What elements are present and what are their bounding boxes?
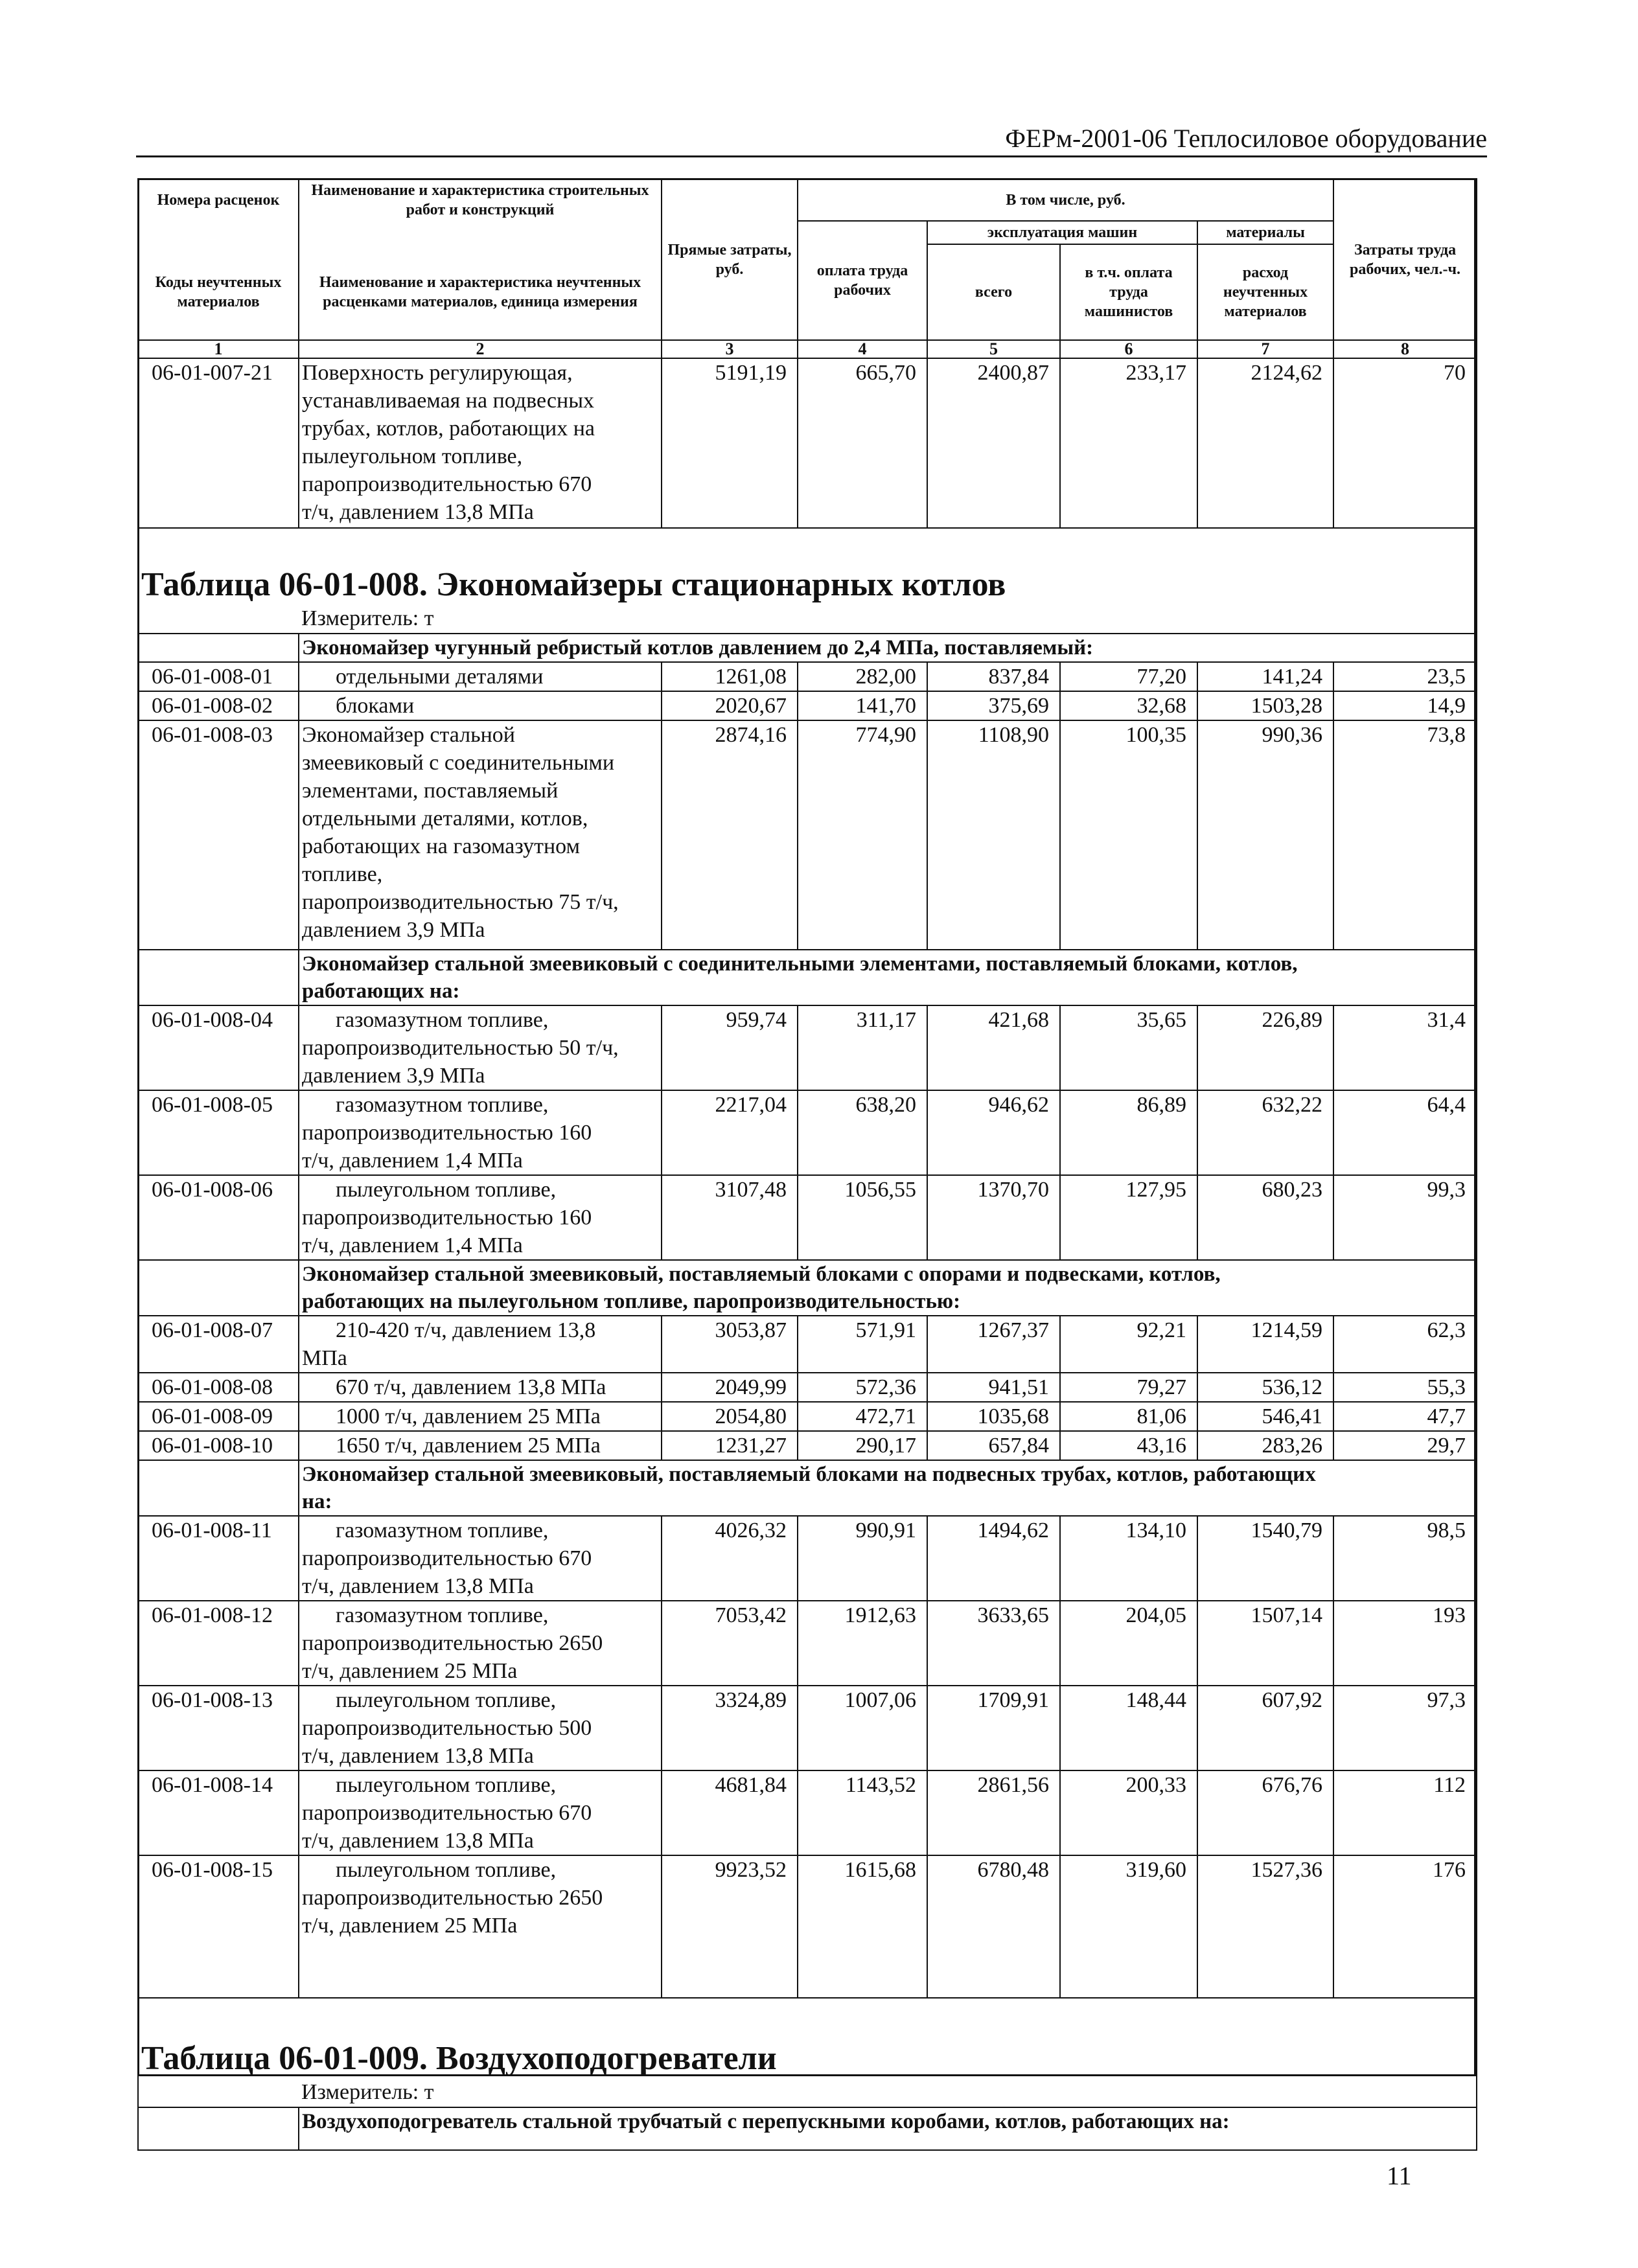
work-name [299, 1431, 662, 1460]
name-line: пылеугольном топливе, [336, 1688, 557, 1712]
work-name [299, 691, 662, 720]
value-cell: 3324,89 [662, 1686, 798, 1770]
value-cell: 148,44 [1060, 1686, 1197, 1770]
value-cell: 638,20 [798, 1090, 927, 1175]
name-line: Экономайзер стальной [302, 723, 515, 747]
value-cell: 4681,84 [662, 1770, 798, 1855]
value-cell: 571,91 [798, 1316, 927, 1373]
value-cell: 1056,55 [798, 1175, 927, 1260]
name-line: паропроизводительностью 670 [302, 472, 592, 496]
value-cell: 1007,06 [798, 1686, 927, 1770]
value-cell: 283,26 [1197, 1431, 1333, 1460]
name-line: устанавливаемая на подвесных [302, 389, 595, 413]
name-line: элементами, поставляемый [302, 779, 559, 803]
value-cell: 141,24 [1197, 662, 1333, 691]
value-cell: 319,60 [1060, 1855, 1197, 1998]
name-line: 210-420 т/ч, давлением 13,8 [336, 1318, 596, 1342]
group-heading [299, 950, 1477, 1005]
value-cell: 77,20 [1060, 662, 1197, 691]
value-cell: 2054,80 [662, 1402, 798, 1431]
value-cell: 47,7 [1333, 1402, 1477, 1431]
column-number: 7 [1197, 340, 1333, 358]
value-cell: 4026,32 [662, 1516, 798, 1601]
name-line: т/ч, давлением 1,4 МПа [302, 1233, 523, 1257]
table-row [138, 720, 1477, 950]
spacer [138, 1460, 299, 1516]
value-cell: 1494,62 [927, 1516, 1060, 1601]
spacer [138, 2078, 299, 2107]
work-name [299, 358, 662, 528]
group-heading [299, 1260, 1477, 1316]
name-line: отдельными деталями [336, 665, 544, 689]
value-cell: 43,16 [1060, 1431, 1197, 1460]
page-header-title: ФЕРм-2001-06 Теплосиловое оборудование [1005, 124, 1487, 153]
spacer [299, 221, 662, 244]
table-row [138, 1005, 1477, 1090]
name-line: паропроизводительностью 500 [302, 1716, 592, 1740]
rate-code: 06-01-008-03 [138, 720, 299, 950]
table-row [138, 1175, 1477, 1260]
value-cell: 100,35 [1060, 720, 1197, 950]
table-title: Таблица 06-01-009. Воздухоподогреватели [138, 1998, 1477, 2078]
value-cell: 98,5 [1333, 1516, 1477, 1601]
group-machines-header: эксплуатация машин [927, 221, 1197, 244]
value-cell: 2861,56 [927, 1770, 1060, 1855]
name-line: работающих на газомазутном [302, 834, 581, 858]
name-line: МПа [302, 1346, 347, 1370]
value-cell: 1912,63 [798, 1601, 927, 1686]
spacer [138, 950, 299, 1005]
value-cell: 233,17 [1060, 358, 1197, 528]
name-line: паропроизводительностью 670 [302, 1546, 592, 1570]
work-name [299, 720, 662, 950]
value-cell: 1615,68 [798, 1855, 927, 1998]
value-cell: 70 [1333, 358, 1477, 528]
group-heading-line: Экономайзер стальной змеевиковый с соединительными элементами, поставляемый блоками, котлов, [302, 952, 1298, 976]
name-line: газомазутном топливе, [336, 1603, 549, 1627]
group-heading-line: работающих на: [302, 979, 460, 1003]
rate-code: 06-01-008-15 [138, 1855, 299, 1998]
name-line: отдельными деталями, котлов, [302, 807, 588, 830]
value-cell: 1261,08 [662, 662, 798, 691]
name-line: пылеугольном топливе, [302, 444, 523, 468]
value-cell: 32,68 [1060, 691, 1197, 720]
value-cell: 35,65 [1060, 1005, 1197, 1090]
value-cell: 226,89 [1197, 1005, 1333, 1090]
value-cell: 204,05 [1060, 1601, 1197, 1686]
value-cell: 3053,87 [662, 1316, 798, 1373]
value-cell: 127,95 [1060, 1175, 1197, 1260]
name-line: пылеугольном топливе, [336, 1178, 557, 1202]
name-line: т/ч, давлением 1,4 МПа [302, 1149, 523, 1173]
table-row [138, 691, 1477, 720]
value-cell: 86,89 [1060, 1090, 1197, 1175]
header-rule [136, 155, 1487, 157]
unit-label: Измеритель: т [299, 2078, 1477, 2107]
unit-label: Измеритель: т [299, 604, 1477, 634]
value-cell: 193 [1333, 1601, 1477, 1686]
value-cell: 1540,79 [1197, 1516, 1333, 1601]
rate-code: 06-01-008-04 [138, 1005, 299, 1090]
value-cell: 632,22 [1197, 1090, 1333, 1175]
value-cell: 23,5 [1333, 662, 1477, 691]
group-heading-line: на: [302, 1490, 332, 1513]
column-number: 1 [138, 340, 299, 358]
name-line: т/ч, давлением 25 МПа [302, 1914, 518, 1938]
group-heading-line: работающих на пылеугольном топливе, паропроизводительностью: [302, 1290, 961, 1313]
value-cell: 1214,59 [1197, 1316, 1333, 1373]
value-cell: 282,00 [798, 662, 927, 691]
rate-code: 06-01-008-13 [138, 1686, 299, 1770]
table-title: Таблица 06-01-008. Экономайзеры стационарных котлов [138, 528, 1477, 604]
value-cell: 1507,14 [1197, 1601, 1333, 1686]
value-cell: 31,4 [1333, 1005, 1477, 1090]
col8-header: Затраты труда рабочих, чел.-ч. [1333, 179, 1477, 340]
value-cell: 1108,90 [927, 720, 1060, 950]
spacer [138, 604, 299, 634]
group-heading-line: Экономайзер стальной змеевиковый, поставляемый блоками с опорами и подвесками, котлов, [302, 1263, 1221, 1286]
value-cell: 92,21 [1060, 1316, 1197, 1373]
value-cell: 1503,28 [1197, 691, 1333, 720]
rate-code: 06-01-008-14 [138, 1770, 299, 1855]
table-row [138, 662, 1477, 691]
value-cell: 81,06 [1060, 1402, 1197, 1431]
value-cell: 134,10 [1060, 1516, 1197, 1601]
value-cell: 2124,62 [1197, 358, 1333, 528]
column-number: 3 [662, 340, 798, 358]
value-cell: 657,84 [927, 1431, 1060, 1460]
table-row [138, 1431, 1477, 1460]
name-line: давлением 3,9 МПа [302, 918, 485, 942]
value-cell: 1231,27 [662, 1431, 798, 1460]
work-name [299, 1005, 662, 1090]
value-cell: 1035,68 [927, 1402, 1060, 1431]
col1-bottom-header: Коды неучтенных материалов [138, 244, 299, 340]
column-number: 6 [1060, 340, 1197, 358]
name-line: Поверхность регулирующая, [302, 361, 573, 385]
table-row [138, 1402, 1477, 1431]
rate-code: 06-01-007-21 [138, 358, 299, 528]
value-cell: 2020,67 [662, 691, 798, 720]
name-line: газомазутном топливе, [336, 1093, 549, 1117]
value-cell: 55,3 [1333, 1373, 1477, 1402]
table-row [138, 1516, 1477, 1601]
name-line: пылеугольном топливе, [336, 1858, 557, 1882]
value-cell: 2049,99 [662, 1373, 798, 1402]
value-cell: 607,92 [1197, 1686, 1333, 1770]
work-name [299, 1601, 662, 1686]
name-line: давлением 3,9 МПа [302, 1064, 485, 1088]
col2-bottom-header: Наименование и характеристика неучтенных расценками материалов, единица измерения [299, 244, 662, 340]
value-cell: 14,9 [1333, 691, 1477, 720]
rate-code: 06-01-008-10 [138, 1431, 299, 1460]
value-cell: 64,4 [1333, 1090, 1477, 1175]
value-cell: 3107,48 [662, 1175, 798, 1260]
table-row [138, 1770, 1477, 1855]
name-line: блоками [336, 694, 415, 718]
work-name [299, 1402, 662, 1431]
group-heading [299, 634, 1477, 662]
value-cell: 2217,04 [662, 1090, 798, 1175]
value-cell: 676,76 [1197, 1770, 1333, 1855]
col3-header: Прямые затраты, руб. [662, 179, 798, 340]
value-cell: 774,90 [798, 720, 927, 950]
value-cell: 5191,19 [662, 358, 798, 528]
value-cell: 97,3 [1333, 1686, 1477, 1770]
name-line: паропроизводительностью 50 т/ч, [302, 1036, 619, 1060]
rate-code: 06-01-008-12 [138, 1601, 299, 1686]
rate-code: 06-01-008-09 [138, 1402, 299, 1431]
col7-header: расход неучтенных материалов [1197, 244, 1333, 340]
value-cell: 99,3 [1333, 1175, 1477, 1260]
value-cell: 62,3 [1333, 1316, 1477, 1373]
value-cell: 79,27 [1060, 1373, 1197, 1402]
name-line: 670 т/ч, давлением 13,8 МПа [336, 1375, 606, 1399]
value-cell: 1370,70 [927, 1175, 1060, 1260]
value-cell: 73,8 [1333, 720, 1477, 950]
name-line: газомазутном топливе, [336, 1008, 549, 1032]
value-cell: 6780,48 [927, 1855, 1060, 1998]
value-cell: 837,84 [927, 662, 1060, 691]
work-name [299, 1316, 662, 1373]
rate-code: 06-01-008-01 [138, 662, 299, 691]
rate-code: 06-01-008-02 [138, 691, 299, 720]
group-heading-row [138, 1260, 1477, 1316]
value-cell: 311,17 [798, 1005, 927, 1090]
rate-code: 06-01-008-06 [138, 1175, 299, 1260]
name-line: 1000 т/ч, давлением 25 МПа [336, 1404, 601, 1428]
value-cell: 141,70 [798, 691, 927, 720]
value-cell: 536,12 [1197, 1373, 1333, 1402]
name-line: т/ч, давлением 13,8 МПа [302, 1744, 534, 1768]
rate-code: 06-01-008-08 [138, 1373, 299, 1402]
value-cell: 1267,37 [927, 1316, 1060, 1373]
value-cell: 680,23 [1197, 1175, 1333, 1260]
col5-header: всего [927, 244, 1060, 340]
rate-code: 06-01-008-05 [138, 1090, 299, 1175]
work-name [299, 1516, 662, 1601]
value-cell: 990,36 [1197, 720, 1333, 950]
value-cell: 200,33 [1060, 1770, 1197, 1855]
group-heading-line: Воздухоподогреватель стальной трубчатый с перепускными коробами, котлов, работающих на: [302, 2110, 1230, 2133]
table-row [138, 1601, 1477, 1686]
value-cell: 990,91 [798, 1516, 927, 1601]
col6-header: в т.ч. оплата труда машинистов [1060, 244, 1197, 340]
table-row [138, 358, 1477, 528]
name-line: змеевиковый с соединительными [302, 751, 615, 775]
value-cell: 941,51 [927, 1373, 1060, 1402]
value-cell: 1709,91 [927, 1686, 1060, 1770]
group-materials-header: материалы [1197, 221, 1333, 244]
column-number: 8 [1333, 340, 1477, 358]
value-cell: 112 [1333, 1770, 1477, 1855]
name-line: 1650 т/ч, давлением 25 МПа [336, 1434, 601, 1458]
name-line: паропроизводительностью 75 т/ч, [302, 890, 619, 914]
work-name [299, 1686, 662, 1770]
rate-code: 06-01-008-11 [138, 1516, 299, 1601]
group-heading-row [138, 634, 1477, 662]
value-cell: 546,41 [1197, 1402, 1333, 1431]
group-heading-row [138, 1460, 1477, 1516]
group-heading [299, 1460, 1477, 1516]
column-number: 4 [798, 340, 927, 358]
value-cell: 1143,52 [798, 1770, 927, 1855]
value-cell: 959,74 [662, 1005, 798, 1090]
name-line: паропроизводительностью 2650 [302, 1631, 603, 1655]
spacer [138, 221, 299, 244]
value-cell: 176 [1333, 1855, 1477, 1998]
value-cell: 2874,16 [662, 720, 798, 950]
table-row [138, 1855, 1477, 1998]
value-cell: 665,70 [798, 358, 927, 528]
work-name [299, 1175, 662, 1260]
group-heading-line: Экономайзер стальной змеевиковый, поставляемый блоками на подвесных трубах, котлов, работающих [302, 1463, 1316, 1486]
work-name [299, 1090, 662, 1175]
name-line: т/ч, давлением 13,8 МПа [302, 1829, 534, 1853]
value-cell: 2400,87 [927, 358, 1060, 528]
name-line: газомазутном топливе, [336, 1518, 549, 1542]
name-line: трубах, котлов, работающих на [302, 417, 595, 441]
group-heading-row [138, 950, 1477, 1005]
value-cell: 9923,52 [662, 1855, 798, 1998]
col2-top-header: Наименование и характеристика строительных работ и конструкций [299, 179, 662, 221]
value-cell: 572,36 [798, 1373, 927, 1402]
table-row [138, 1316, 1477, 1373]
value-cell: 375,69 [927, 691, 1060, 720]
value-cell: 472,71 [798, 1402, 927, 1431]
spacer [138, 634, 299, 662]
name-line: паропроизводительностью 2650 [302, 1886, 603, 1910]
column-number: 2 [299, 340, 662, 358]
group-heading-row [138, 2107, 1477, 2150]
name-line: паропроизводительностью 160 [302, 1121, 592, 1145]
name-line: т/ч, давлением 13,8 МПа [302, 500, 534, 524]
name-line: топливе, [302, 862, 383, 886]
value-cell: 290,17 [798, 1431, 927, 1460]
value-cell: 3633,65 [927, 1601, 1060, 1686]
work-name [299, 1855, 662, 1998]
spacer [138, 1260, 299, 1316]
name-line: пылеугольном топливе, [336, 1773, 557, 1797]
name-line: паропроизводительностью 670 [302, 1801, 592, 1825]
table-row [138, 1090, 1477, 1175]
spacer [138, 2107, 299, 2150]
rates-table [137, 178, 1477, 2151]
col4-header: оплата труда рабочих [798, 221, 927, 340]
work-name [299, 1373, 662, 1402]
value-cell: 1527,36 [1197, 1855, 1333, 1998]
value-cell: 421,68 [927, 1005, 1060, 1090]
table-row [138, 1686, 1477, 1770]
rate-code: 06-01-008-07 [138, 1316, 299, 1373]
value-cell: 29,7 [1333, 1431, 1477, 1460]
value-cell: 946,62 [927, 1090, 1060, 1175]
col1-top-header: Номера расценок [138, 179, 299, 221]
column-number: 5 [927, 340, 1060, 358]
table-row [138, 1373, 1477, 1402]
group-heading-line: Экономайзер чугунный ребристый котлов давлением до 2,4 МПа, поставляемый: [302, 636, 1094, 659]
name-line: т/ч, давлением 25 МПа [302, 1659, 518, 1683]
work-name [299, 1770, 662, 1855]
group-heading [299, 2107, 1477, 2150]
work-name [299, 662, 662, 691]
name-line: т/ч, давлением 13,8 МПа [302, 1574, 534, 1598]
value-cell: 7053,42 [662, 1601, 798, 1686]
group-incl-header: В том числе, руб. [798, 179, 1333, 221]
page-number: 11 [1387, 2161, 1412, 2190]
name-line: паропроизводительностью 160 [302, 1206, 592, 1230]
